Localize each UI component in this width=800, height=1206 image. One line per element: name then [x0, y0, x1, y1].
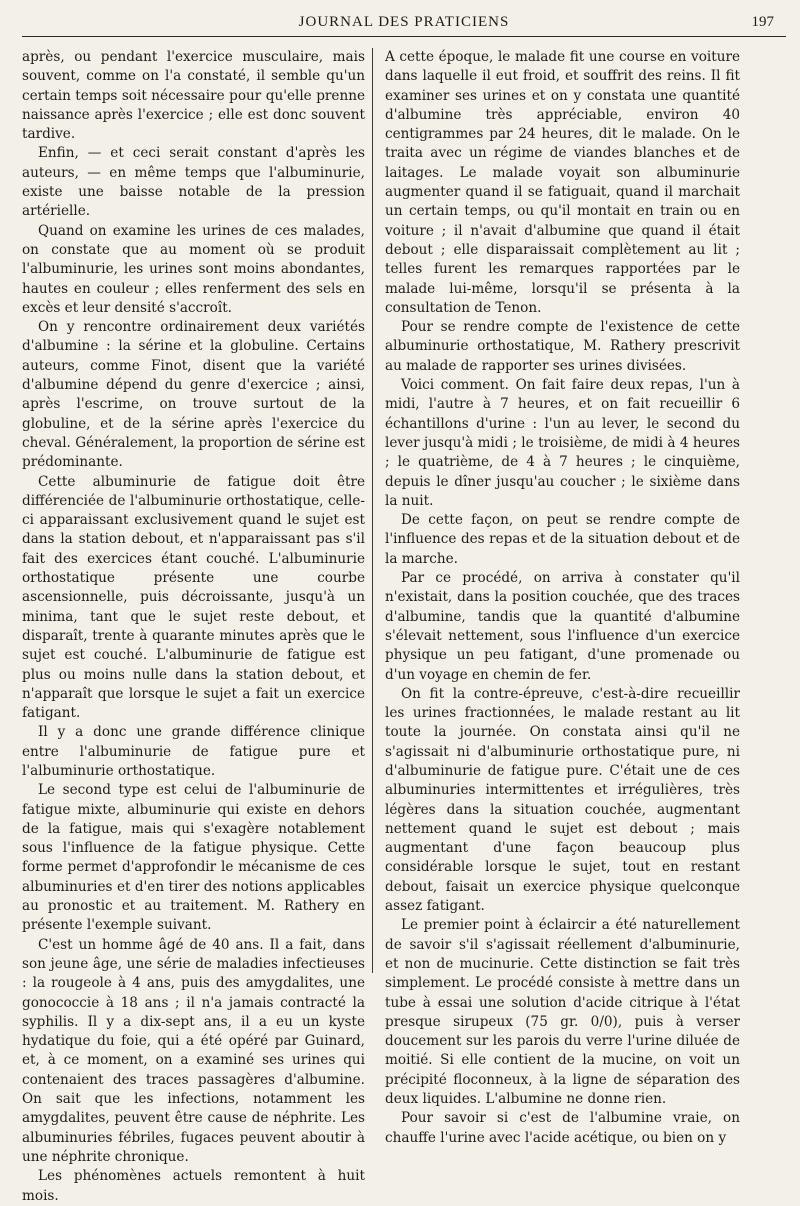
paragraph: Enfin, — et ceci serait constant d'après les auteurs, — en même temps que l'albuminurie, existe une baisse notable de la pression artérielle.	[22, 145, 365, 220]
paragraph: Le second type est celui de l'albuminurie de fatigue mixte, albuminurie qui existe en dehors de la fatigue, mais qui s'exagère notablement sous l'influence de la fatigue physique. Cette forme permet d'approfondir le mécanisme de ces albuminuries et d'en tirer des notions applicables au pronostic et au traitement. M. Rathery en présente l'exemple suivant.	[22, 782, 365, 934]
paragraph: A cette époque, le malade fit une course en voiture dans laquelle il eut froid, et souffrit des reins. Il fit examiner ses urines et on y constata une quantité d'albumine très appréciable, environ 40 centigrammes par 24 heures, dit le malade. On le traita avec un régime de viandes blanches et de laitages. Le malade voyait son albuminurie augmenter quand il se fatiguait, quand il marchait un certain temps, ou qu'il montait en train ou en voiture ; il n'avait d'albumine que quand il était debout ; elle disparaissait complètement au lit ; telles furent les remarques rapportées par le malade lui-même, lorsqu'il se présenta à la consultation de Tenon.	[385, 49, 740, 316]
right-column	[385, 48, 740, 1146]
paragraph: On fit la contre-épreuve, c'est-à-dire recueillir les urines fractionnées, le malade restant au lit toute la journée. On constata ainsi qu'il ne s'agissait ni d'albuminurie orthostatique pure, ni d'albuminurie de fatigue pure. C'était une de ces albuminuries intermittentes et irrégulières, très légères dans la situation couchée, augmentant nettement quand le sujet est debout ; mais augmentant d'une façon beaucoup plus considérable lorsque le sujet, tout en restant debout, faisait un exercice physique quelconque assez fatigant.	[385, 685, 740, 915]
column-divider	[372, 48, 373, 973]
paragraph: Les phénomènes actuels remontent à huit mois.	[22, 1168, 365, 1204]
page-number: 197	[751, 14, 774, 30]
paragraph: Pour savoir si c'est de l'albumine vraie, on chauffe l'urine avec l'acide acétique, ou bien on y	[385, 1110, 740, 1146]
paragraph: Il y a donc une grande différence clinique entre l'albuminurie de fatigue pure et l'albuminurie orthostatique.	[22, 724, 365, 779]
paragraph: Par ce procédé, on arriva à constater qu'il n'existait, dans la position couchée, que des traces d'albumine, tandis que la quantité d'albumine s'élevait nettement, sous l'influence d'un exercice physique un peu fatigant, d'une promenade ou d'un voyage en chemin de fer.	[385, 570, 740, 683]
paragraph: Cette albuminurie de fatigue doit être différenciée de l'albuminurie orthostatique, celle-ci apparaissant exclusivement quand le sujet est dans la station debout, et n'apparaissant pas s'il fait des exercices étant couché. L'albuminurie orthostatique présente une courbe ascensionnelle, puis décroissante, jusqu'à un minima, tant que le sujet reste debout, et disparaît, trente à quarante minutes après que le sujet est couché. L'albuminurie de fatigue est plus ou moins nulle dans la station debout, et n'apparaît que lorsque le sujet a fait un exercice fatigant.	[22, 473, 365, 722]
paragraph: Le premier point à éclaircir a été naturellement de savoir s'il s'agissait réellement d'albuminurie, et non de mucinurie. Cette distinction se fait très simplement. Le procédé consiste à mettre dans un tube à essai une solution d'acide citrique à l'état presque sirupeux (75 gr. 0/0), puis à verser doucement sur les parois du verre l'urine diluée de moitié. Si elle contient de la mucine, on voit un précipité floconneux, à la ligne de séparation des deux liquides. L'albumine ne donne rien.	[385, 917, 740, 1108]
paragraph: C'est un homme âgé de 40 ans. Il a fait, dans son jeune âge, une série de maladies infectieuses : la rougeole à 4 ans, puis des amygdalites, une gonococcie à 18 ans ; il n'a jamais contracté la syphilis. Il y a dix-sept ans, il a eu un kyste hydatique du foie, qui a été opéré par Guinard, et, à ce moment, on a examiné ses urines qui contenaient des traces passagères d'albumine. On sait que les infections, notamment les amygdalites, peuvent être cause de néphrite. Les albuminuries fébriles, fugaces peuvent aboutir à une néphrite chronique.	[22, 936, 365, 1165]
paragraph: après, ou pendant l'exercice musculaire, mais souvent, comme on l'a constaté, il semble qu'un certain temps soit nécessaire pour qu'elle prenne naissance après l'exercice ; elle est donc souvent tardive.	[22, 49, 365, 143]
paragraph: Voici comment. On fait faire deux repas, l'un à midi, l'autre à 7 heures, et on fait recueillir 6 échantillons d'urine : l'un au lever, le second du lever jusqu'à midi ; le troisième, de midi à 4 heures ; le quatrième, de 4 à 7 heures ; le cinquième, depuis le dîner jusqu'au coucher ; le sixième dans la nuit.	[385, 377, 740, 509]
paragraph: On y rencontre ordinairement deux variétés d'albumine : la sérine et la globuline. Certains auteurs, comme Finot, disent que la variété d'albumine dépend du genre d'exercice ; ainsi, après l'escrime, on trouve surtout de la globuline, et de la sérine après l'exercice du cheval. Généralement, la proportion de sérine est prédominante.	[22, 319, 365, 471]
paragraph: Quand on examine les urines de ces malades, on constate que au moment où se produit l'albuminurie, les urines sont moins abondantes, hautes en couleur ; elles renferment des sels en excès et leur densité s'accroît.	[22, 222, 365, 316]
page-header	[22, 6, 786, 37]
paragraph: De cette façon, on peut se rendre compte de l'influence des repas et de la situation debout et de la marche.	[385, 512, 740, 567]
paragraph: Pour se rendre compte de l'existence de cette albuminurie orthostatique, M. Rathery prescrivit au malade de rapporter ses urines divisées.	[385, 319, 740, 374]
running-title: JOURNAL DES PRATICIENS	[298, 14, 510, 30]
left-column	[22, 48, 365, 1204]
